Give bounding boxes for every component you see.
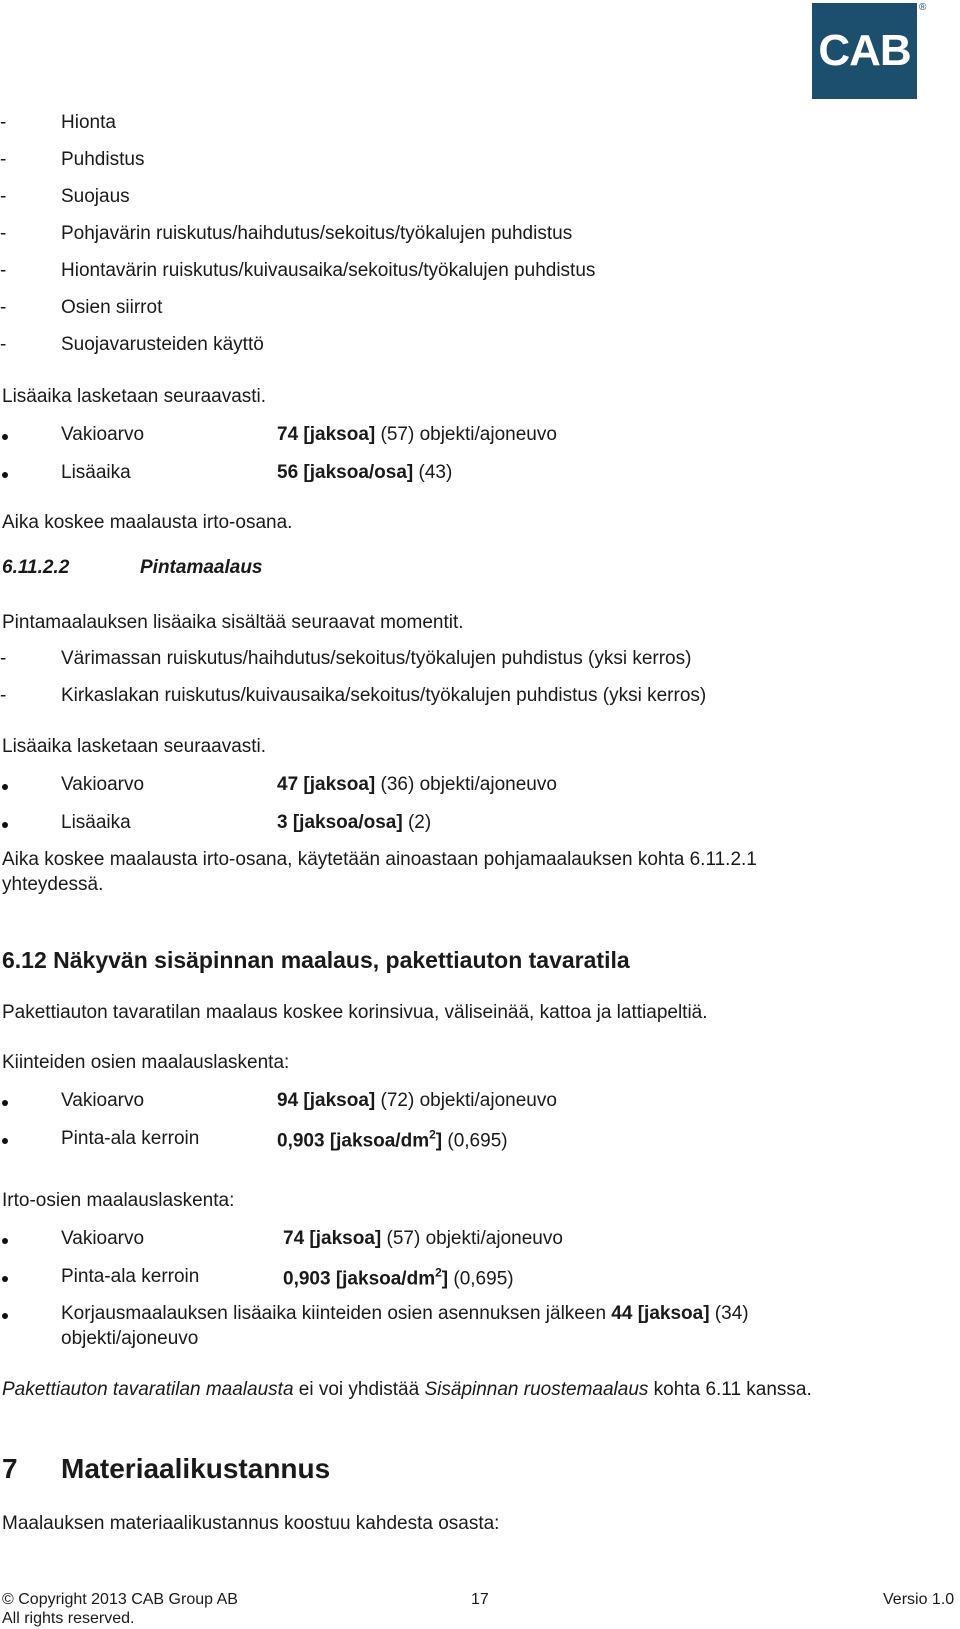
paragraph: Lisäaika lasketaan seuraavasti.	[2, 386, 267, 407]
value-text: 3 [jaksoa/osa] (2)	[277, 812, 432, 833]
bullet-icon	[2, 434, 8, 440]
paragraph: Irto-osien maalauslaskenta:	[2, 1190, 235, 1211]
paragraph: Pakettiauton tavaratilan maalaus koskee korinsivua, väliseinää, kattoa ja lattiapeltiä.	[2, 1002, 708, 1023]
bullet-icon	[2, 784, 8, 790]
value-text: Korjausmaalauksen lisäaika kiinteiden osien asennuksen jälkeen 44 [jaksoa] (34)	[61, 1303, 749, 1324]
value-label: Vakioarvo	[61, 774, 145, 795]
value-label: Vakioarvo	[61, 1228, 145, 1249]
footer-copyright: © Copyright 2013 CAB Group AB	[2, 1591, 238, 1608]
bullet-icon	[2, 1138, 8, 1144]
page-number: 17	[471, 1591, 489, 1608]
value-text: 74 [jaksoa] (57) objekti/ajoneuvo	[283, 1228, 563, 1249]
value-label: Lisäaika	[61, 812, 131, 833]
cab-logo	[812, 3, 917, 99]
value-label: Pinta-ala kerroin	[61, 1266, 200, 1287]
paragraph: Lisäaika lasketaan seuraavasti.	[2, 736, 267, 757]
bullet-icon	[2, 822, 8, 828]
section-title: Pintamaalaus	[140, 557, 263, 578]
bullet-icon	[2, 1276, 8, 1282]
bullet-icon	[2, 472, 8, 478]
value-text: 0,903 $[jaksoa/dm^2]$ (0,695)	[283, 1266, 514, 1290]
value-text: objekti/ajoneuvo	[61, 1328, 199, 1349]
bullet-icon	[2, 1313, 8, 1319]
paragraph: Aika koskee maalausta irto-osana, käytetään ainoastaan pohjamaalauksen kohta 6.11.2.1	[2, 849, 757, 870]
value-text: 56 [jaksoa/osa] (43)	[277, 462, 453, 483]
heading-number: 7	[2, 1453, 18, 1484]
value-text: 94 [jaksoa] (72) objekti/ajoneuvo	[277, 1090, 557, 1111]
paragraph: Maalauksen materiaalikustannus koostuu kahdesta osasta:	[2, 1513, 500, 1534]
paragraph: Aika koskee maalausta irto-osana.	[2, 512, 293, 533]
value-label: Pinta-ala kerroin	[61, 1128, 200, 1149]
value-label: Lisäaika	[61, 462, 131, 483]
section-heading	[2, 557, 263, 579]
value-text: 47 [jaksoa] (36) objekti/ajoneuvo	[277, 774, 557, 795]
value-label: Vakioarvo	[61, 424, 145, 445]
value-text: 0,903 $[jaksoa/dm^2]$ (0,695)	[277, 1128, 508, 1152]
paragraph: Kiinteiden osien maalauslaskenta:	[2, 1052, 290, 1073]
paragraph: Pintamaalauksen lisäaika sisältää seuraavat momentit.	[2, 612, 464, 633]
value-label: Vakioarvo	[61, 1090, 145, 1111]
heading-7	[2, 1453, 331, 1485]
note-paragraph: Pakettiauton tavaratilan maalausta ei voi yhdistää Sisäpinnan ruostemaalaus kohta 6.11 kanssa.	[2, 1379, 812, 1400]
footer-rights: All rights reserved.	[2, 1610, 135, 1627]
bullet-icon	[2, 1100, 8, 1106]
registered-mark: ®	[919, 2, 927, 13]
logo-text: CAB	[818, 26, 911, 75]
paragraph: yhteydessä.	[2, 874, 104, 895]
heading-6-12: 6.12 Näkyvän sisäpinnan maalaus, pakettiauton tavaratila	[2, 947, 630, 973]
footer-version: Versio 1.0	[883, 1591, 955, 1608]
value-text: 74 [jaksoa] (57) objekti/ajoneuvo	[277, 424, 557, 445]
bullet-icon	[2, 1238, 8, 1244]
heading-title: Materiaalikustannus	[61, 1453, 331, 1484]
section-number: 6.11.2.2	[2, 557, 70, 578]
